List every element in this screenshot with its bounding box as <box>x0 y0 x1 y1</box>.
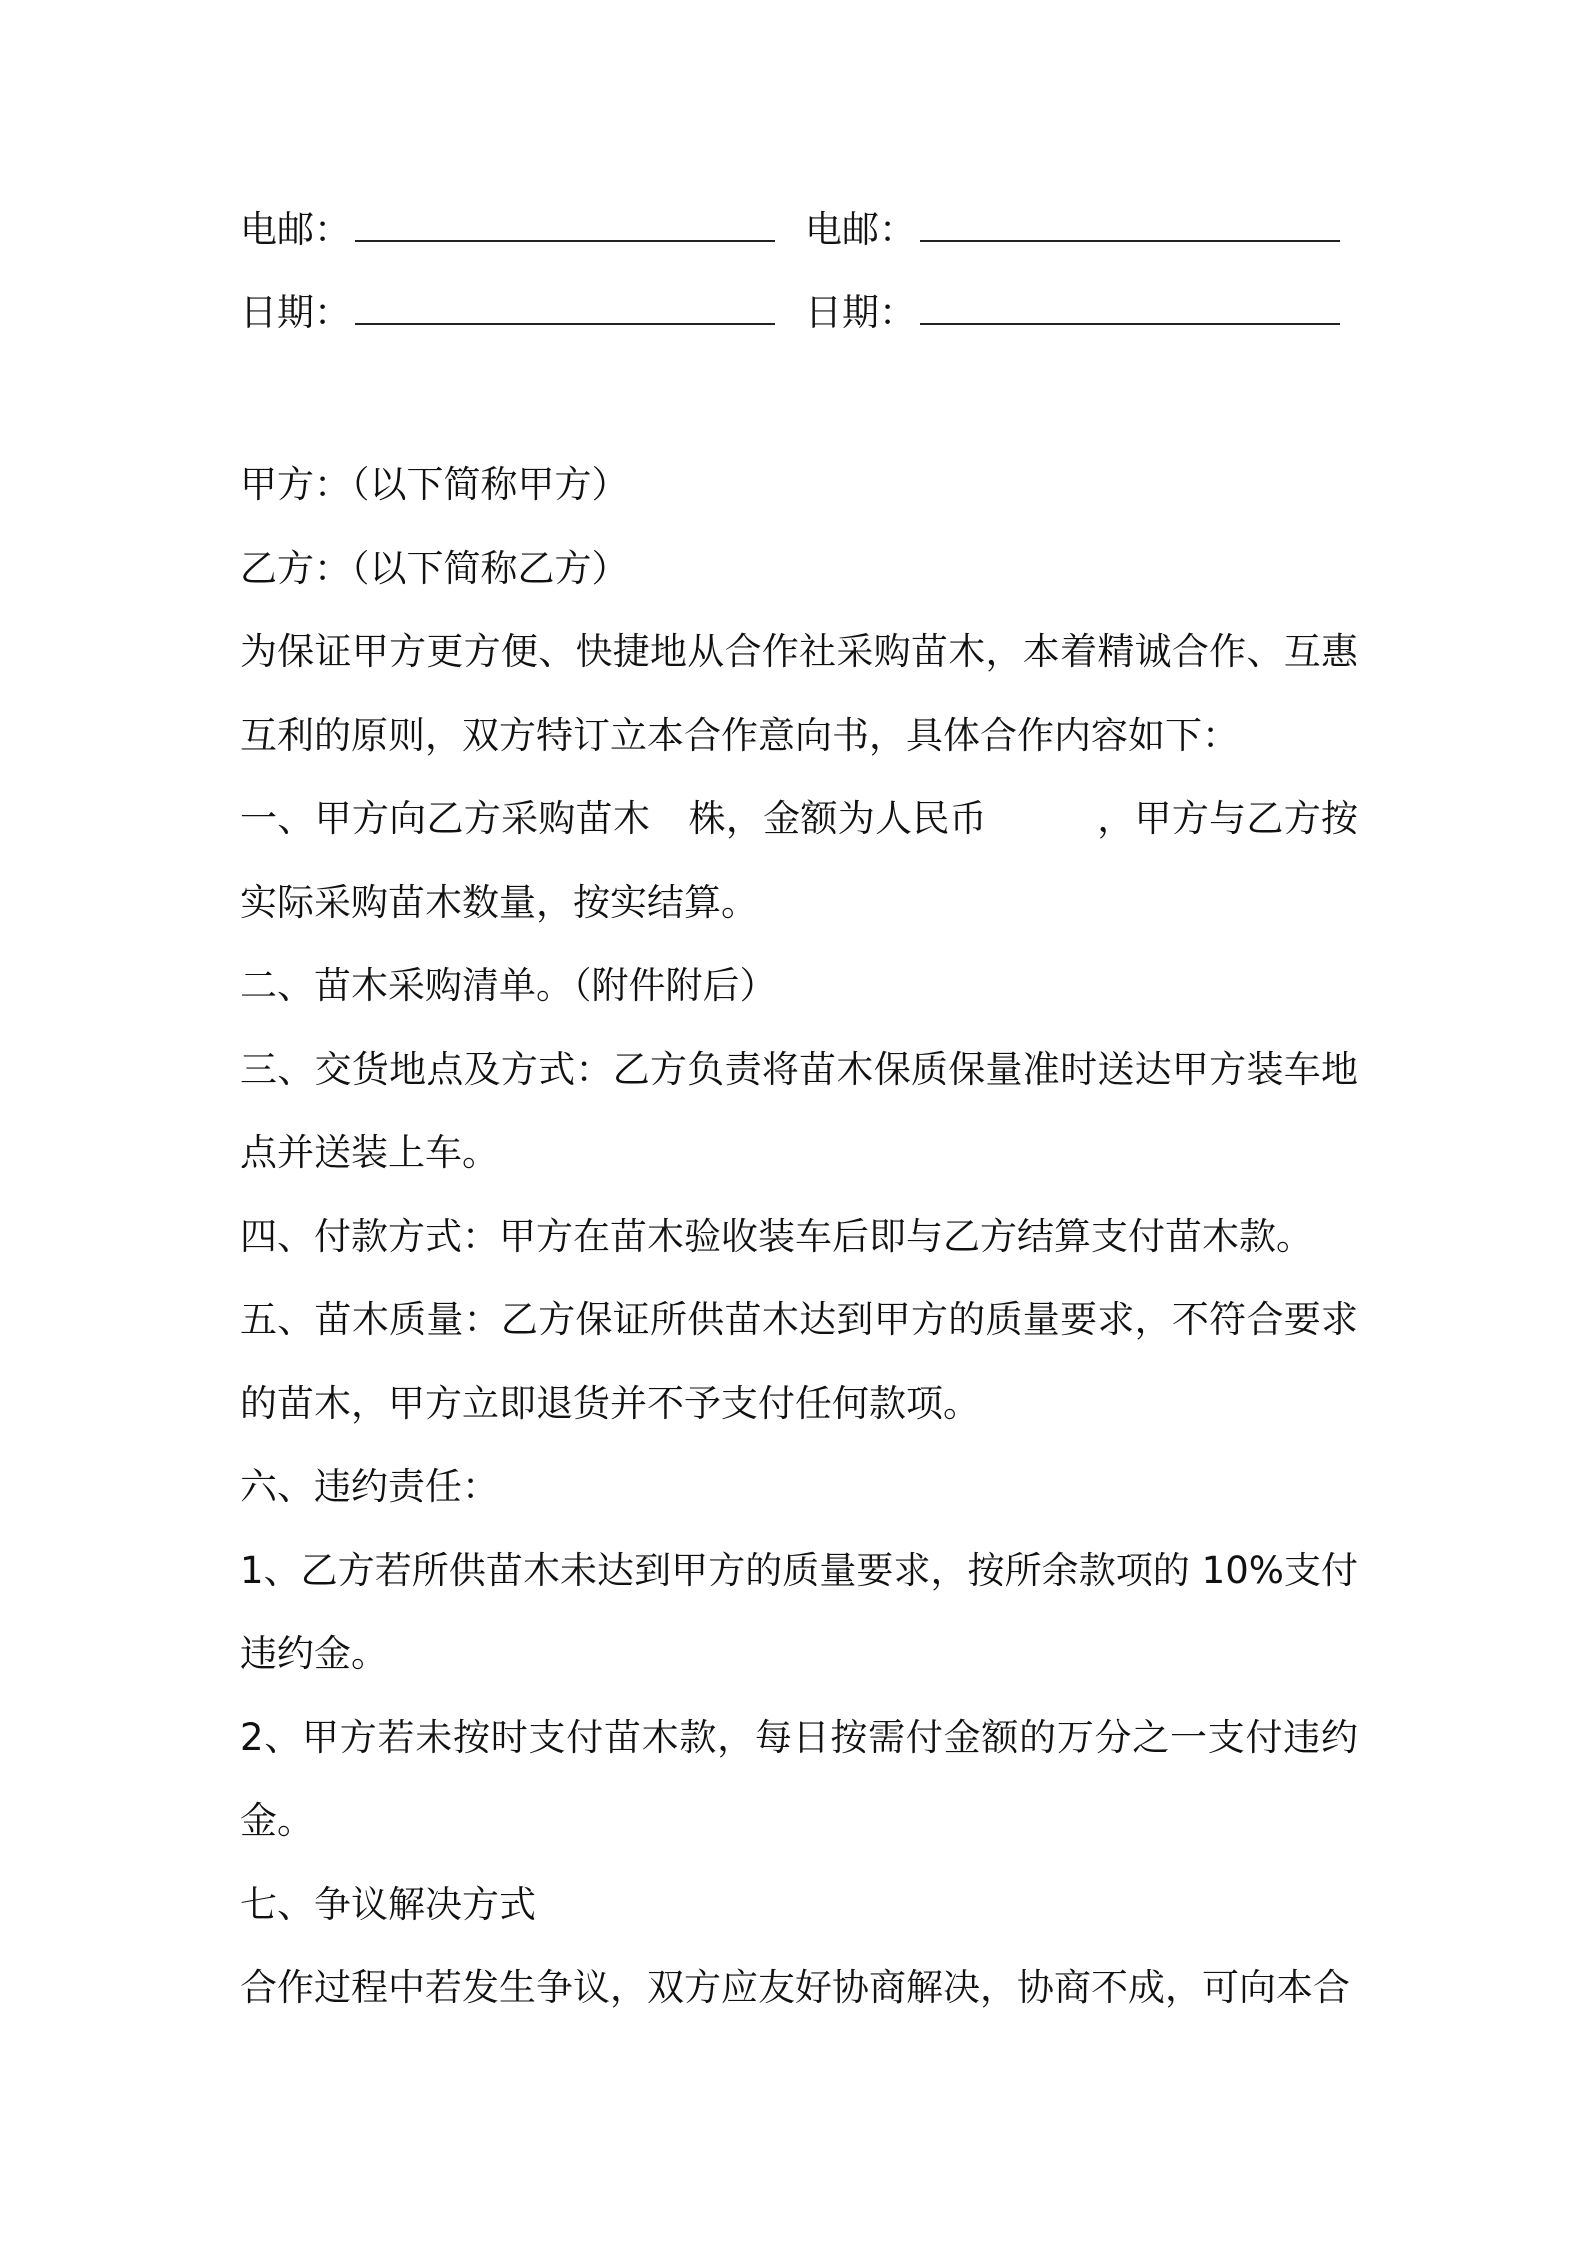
clause-6-heading: 六、违约责任： <box>240 1465 499 1508</box>
date-blank-line <box>920 287 1340 325</box>
preamble-paragraph: 为保证甲方更方便、快捷地从合作社采购苗木，本着精诚合作、互惠互利的原则，双方特订立本合作意向书，具体合作内容如下： <box>240 630 1358 757</box>
date-blank-line <box>355 287 775 325</box>
clause-5-paragraph: 五、苗木质量：乙方保证所供苗木达到甲方的质量要求，不符合要求的苗木，甲方立即退货并不予支付任何款项。 <box>240 1298 1358 1425</box>
email-blank-line <box>355 204 775 242</box>
email-signature-row <box>240 200 1360 260</box>
email-label: 电邮： <box>240 208 351 251</box>
clause-6-item-1: 1、乙方若所供苗木未达到甲方的质量要求，按所余款项的 10%支付违约金。 <box>240 1548 1358 1675</box>
clause-4-paragraph: 四、付款方式：甲方在苗木验收装车后即与乙方结算支付苗木款。 <box>240 1214 1313 1258</box>
party-b-email-field <box>805 200 1340 260</box>
clause-1-part-3: ，甲方与乙方按实际采购苗木数量，按实结算。 <box>240 797 1359 924</box>
clause-7-heading: 七、争议解决方式 <box>240 1882 536 1926</box>
email-blank-line <box>920 204 1340 242</box>
party-a-email-field <box>240 200 775 260</box>
date-label: 日期： <box>805 291 916 334</box>
clause-1-part-1: 一、甲方向乙方采购苗木 <box>240 797 651 840</box>
party-b-line: 乙方：（以下简称乙方） <box>240 546 629 590</box>
clause-1-paragraph <box>240 777 1358 944</box>
contract-body <box>240 443 1358 2030</box>
party-a-date-field <box>240 283 775 343</box>
clause-1-part-2: 株，金额为人民币 <box>688 797 987 840</box>
date-label: 日期： <box>240 291 351 334</box>
clause-3-paragraph: 三、交货地点及方式：乙方负责将苗木保质保量准时送达甲方装车地点并送装上车。 <box>240 1047 1358 1174</box>
email-label: 电邮： <box>805 208 916 251</box>
clause-6-item-2: 2、甲方若未按时支付苗木款，每日按需付金额的万分之一支付违约金。 <box>240 1715 1358 1842</box>
date-signature-row <box>240 283 1360 343</box>
clause-7-paragraph: 合作过程中若发生争议，双方应友好协商解决，协商不成，可向本合 <box>240 1966 1350 2009</box>
party-b-date-field <box>805 283 1340 343</box>
party-a-line: 甲方：（以下简称甲方） <box>240 463 629 506</box>
clause-2-paragraph: 二、苗木采购清单。（附件附后） <box>240 964 777 1007</box>
